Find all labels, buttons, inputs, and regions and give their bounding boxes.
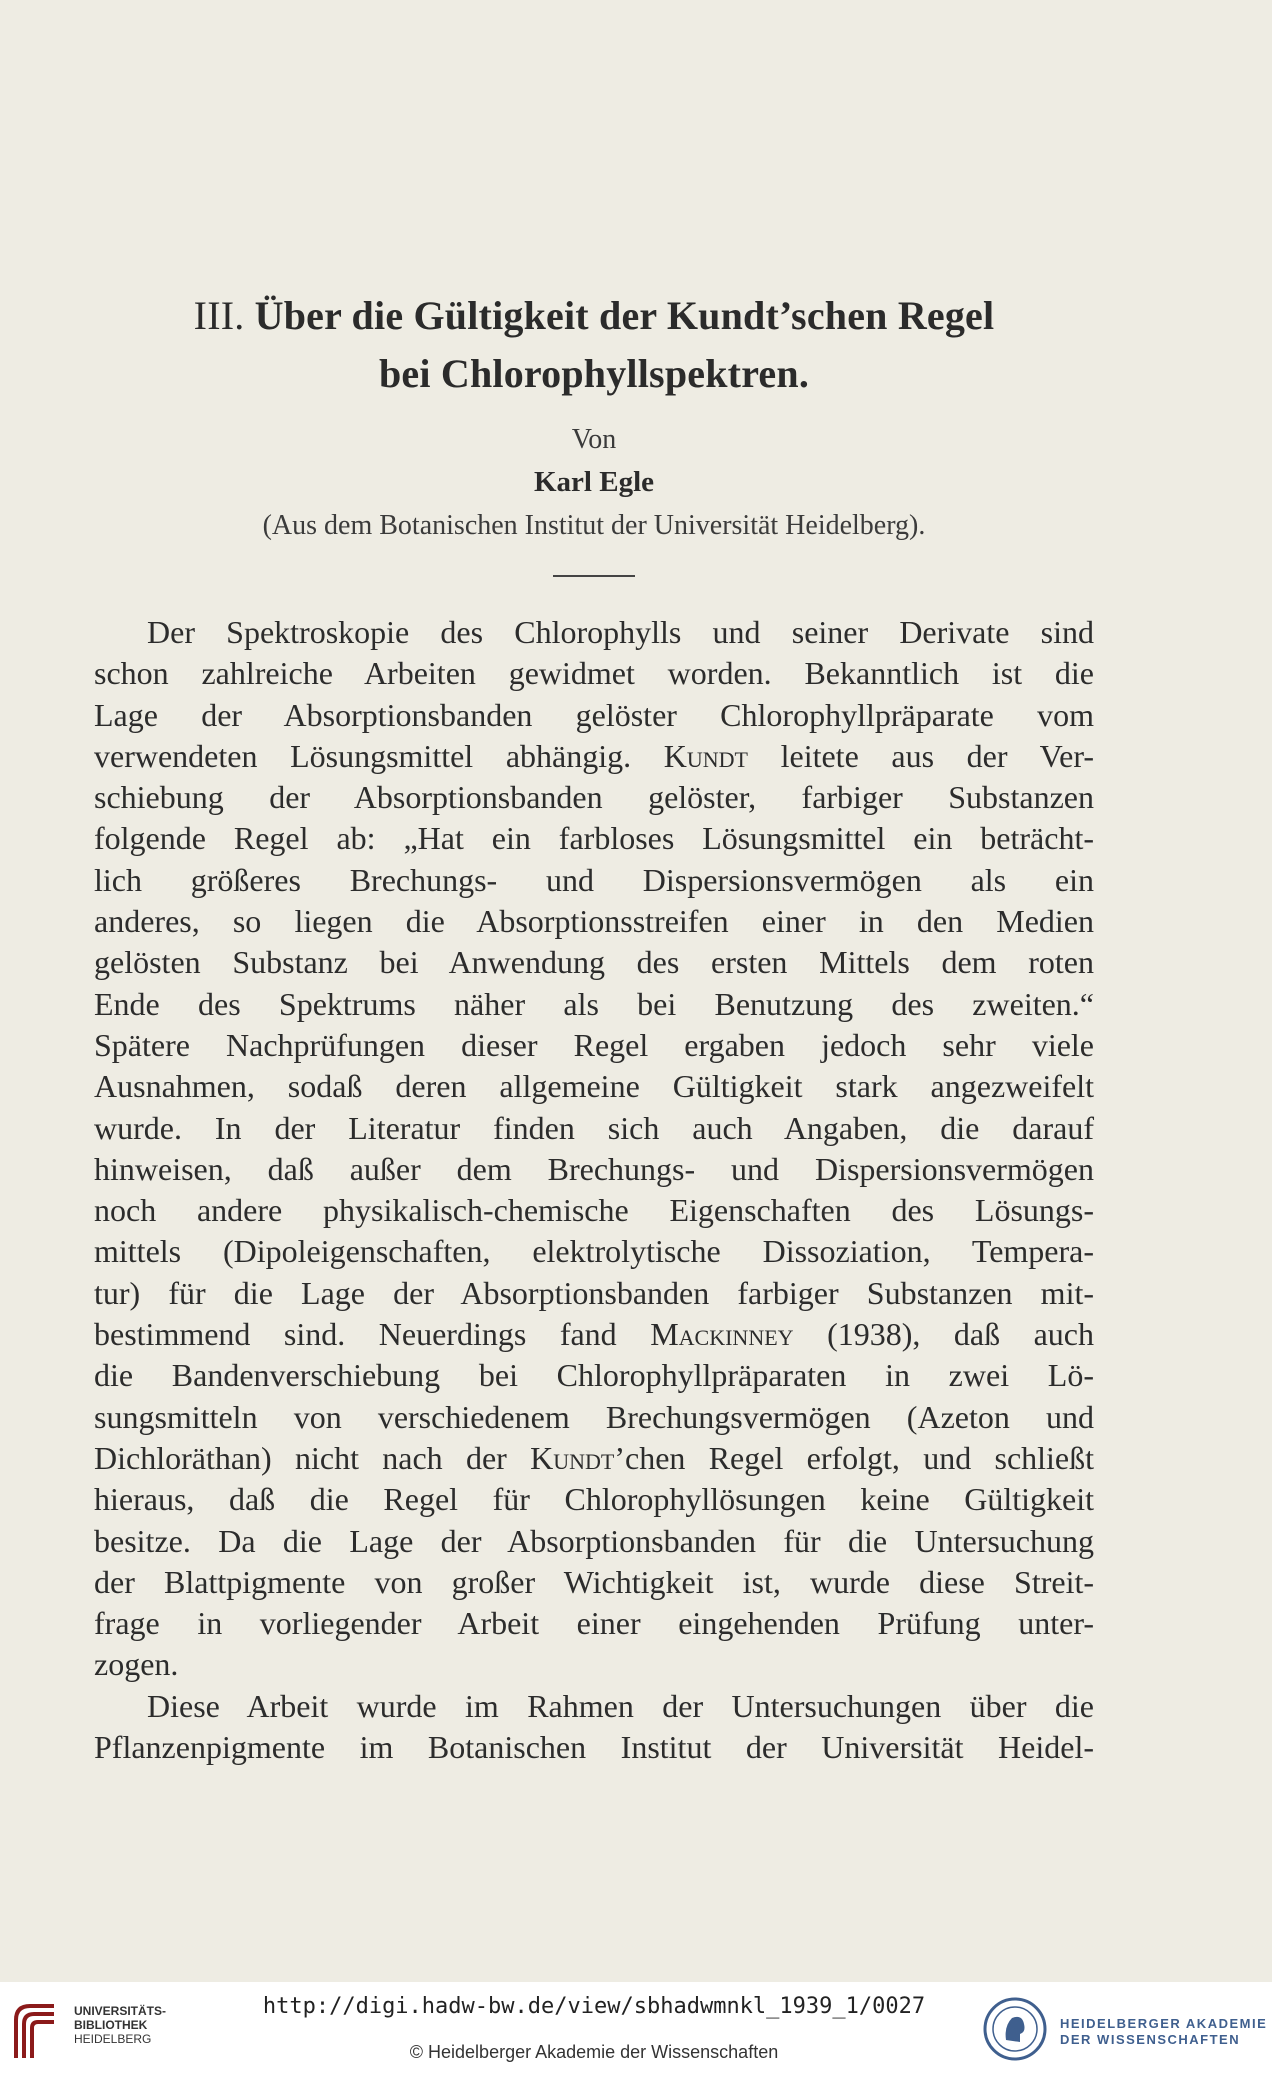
academy-seal-icon bbox=[982, 1996, 1048, 2062]
body-line: Ausnahmen, sodaß deren allgemeine Gültigkeit stark angezweifelt bbox=[94, 1068, 1094, 1105]
body-line: der Blattpigmente von großer Wichtigkeit ist, wurde diese Streit- bbox=[94, 1563, 1094, 1600]
academy-name bbox=[1060, 2016, 1267, 2048]
article-body bbox=[94, 612, 1094, 1768]
body-line bbox=[94, 736, 1094, 777]
section-number: III. bbox=[193, 293, 245, 338]
permalink-url[interactable]: http://digi.hadw-bw.de/view/sbhadwmnkl_1939_1/0027 bbox=[262, 1994, 926, 2019]
title-text: Über die Gültigkeit der Kundt’schen Regel bbox=[254, 293, 995, 338]
body-line: sungsmitteln von verschiedenem Brechungsvermögen (Azeton und bbox=[94, 1398, 1094, 1435]
body-line: gelösten Substanz bei Anwendung des ersten Mittels dem roten bbox=[94, 944, 1094, 981]
body-line: folgende Regel ab: „Hat ein farbloses Lösungsmittel ein beträcht- bbox=[94, 820, 1094, 857]
body-text-segment: Dichloräthan) nicht nach der bbox=[94, 1439, 507, 1476]
library-line-3: HEIDELBERG bbox=[74, 2032, 152, 2046]
body-text-segment: leitete aus der Ver- bbox=[780, 737, 1095, 774]
copyright-notice: © Heidelberger Akademie der Wissenschaften bbox=[409, 2042, 779, 2062]
body-line: schon zahlreiche Arbeiten gewidmet worden. Bekanntlich ist die bbox=[94, 655, 1094, 692]
body-line: besitze. Da die Lage der Absorptionsbanden für die Untersuchung bbox=[94, 1522, 1094, 1559]
body-line: schiebung der Absorptionsbanden gelöster, farbiger Substanzen bbox=[94, 779, 1094, 816]
body-line: anderes, so liegen die Absorptionsstreifen einer in den Medien bbox=[94, 903, 1094, 940]
body-line: hieraus, daß die Regel für Chlorophyllösungen keine Gültigkeit bbox=[94, 1481, 1094, 1518]
body-line: Spätere Nachprüfungen dieser Regel ergaben jedoch sehr viele bbox=[94, 1026, 1094, 1063]
body-line: noch andere physikalisch-chemische Eigenschaften des Lösungs- bbox=[94, 1192, 1094, 1229]
body-text-segment: (1938), daß auch bbox=[827, 1316, 1095, 1353]
body-text-segment: ’chen Regel erfolgt, und schließt bbox=[614, 1439, 1095, 1476]
body-line: hinweisen, daß außer dem Brechungs- und Dispersionsvermögen bbox=[94, 1150, 1094, 1187]
library-line-2: BIBLIOTHEK bbox=[74, 2018, 148, 2032]
viewer-footer bbox=[0, 1982, 1272, 2078]
body-line: frage in vorliegender Arbeit einer eingehenden Prüfung unter- bbox=[94, 1605, 1094, 1642]
academy-line-2: DER WISSENSCHAFTEN bbox=[1060, 2032, 1241, 2047]
body-line: Lage der Absorptionsbanden gelöster Chlorophyllpräparate vom bbox=[94, 696, 1094, 733]
body-line: Pflanzenpigmente im Botanischen Institut der Universität Heidel- bbox=[94, 1729, 1094, 1766]
title-divider bbox=[553, 575, 635, 577]
byline-von: Von bbox=[571, 424, 617, 455]
author-citation-kundt: Kundt bbox=[530, 1439, 615, 1476]
body-line: die Bandenverschiebung bei Chlorophyllpräparaten in zwei Lö- bbox=[94, 1357, 1094, 1394]
body-line: Der Spektroskopie des Chlorophylls und seiner Derivate sind bbox=[147, 614, 1094, 650]
library-line-1: UNIVERSITÄTS- bbox=[74, 2004, 167, 2018]
body-line bbox=[94, 1438, 1094, 1479]
author-affiliation: (Aus dem Botanischen Institut der Universität Heidelberg). bbox=[262, 510, 926, 541]
body-line: wurde. In der Literatur finden sich auch Angaben, die darauf bbox=[94, 1109, 1094, 1146]
author-citation-mackinney: Mackinney bbox=[650, 1316, 794, 1353]
body-line: tur) für die Lage der Absorptionsbanden farbiger Substanzen mit- bbox=[94, 1274, 1094, 1311]
body-text-segment: bestimmend sind. Neuerdings fand bbox=[94, 1316, 617, 1353]
body-text-segment: verwendeten Lösungsmittel abhängig. bbox=[94, 737, 632, 774]
article-title-line-1 bbox=[0, 292, 1188, 339]
article-title-line-2: bei Chlorophyllspektren. bbox=[378, 351, 810, 396]
body-line: zogen. bbox=[94, 1646, 179, 1683]
author-name: Karl Egle bbox=[533, 466, 654, 498]
body-line: lich größeres Brechungs- und Dispersionsvermögen als ein bbox=[94, 861, 1094, 898]
academy-line-1: HEIDELBERGER AKADEMIE bbox=[1060, 2016, 1268, 2031]
author-citation-kundt: Kundt bbox=[663, 737, 748, 774]
body-line: mittels (Dipoleigenschaften, elektrolytische Dissoziation, Tempera- bbox=[94, 1233, 1094, 1270]
body-line: Diese Arbeit wurde im Rahmen der Untersuchungen über die bbox=[147, 1687, 1094, 1724]
body-line: Ende des Spektrums näher als bei Benutzung des zweiten.“ bbox=[94, 985, 1094, 1022]
body-line bbox=[94, 1314, 1094, 1355]
